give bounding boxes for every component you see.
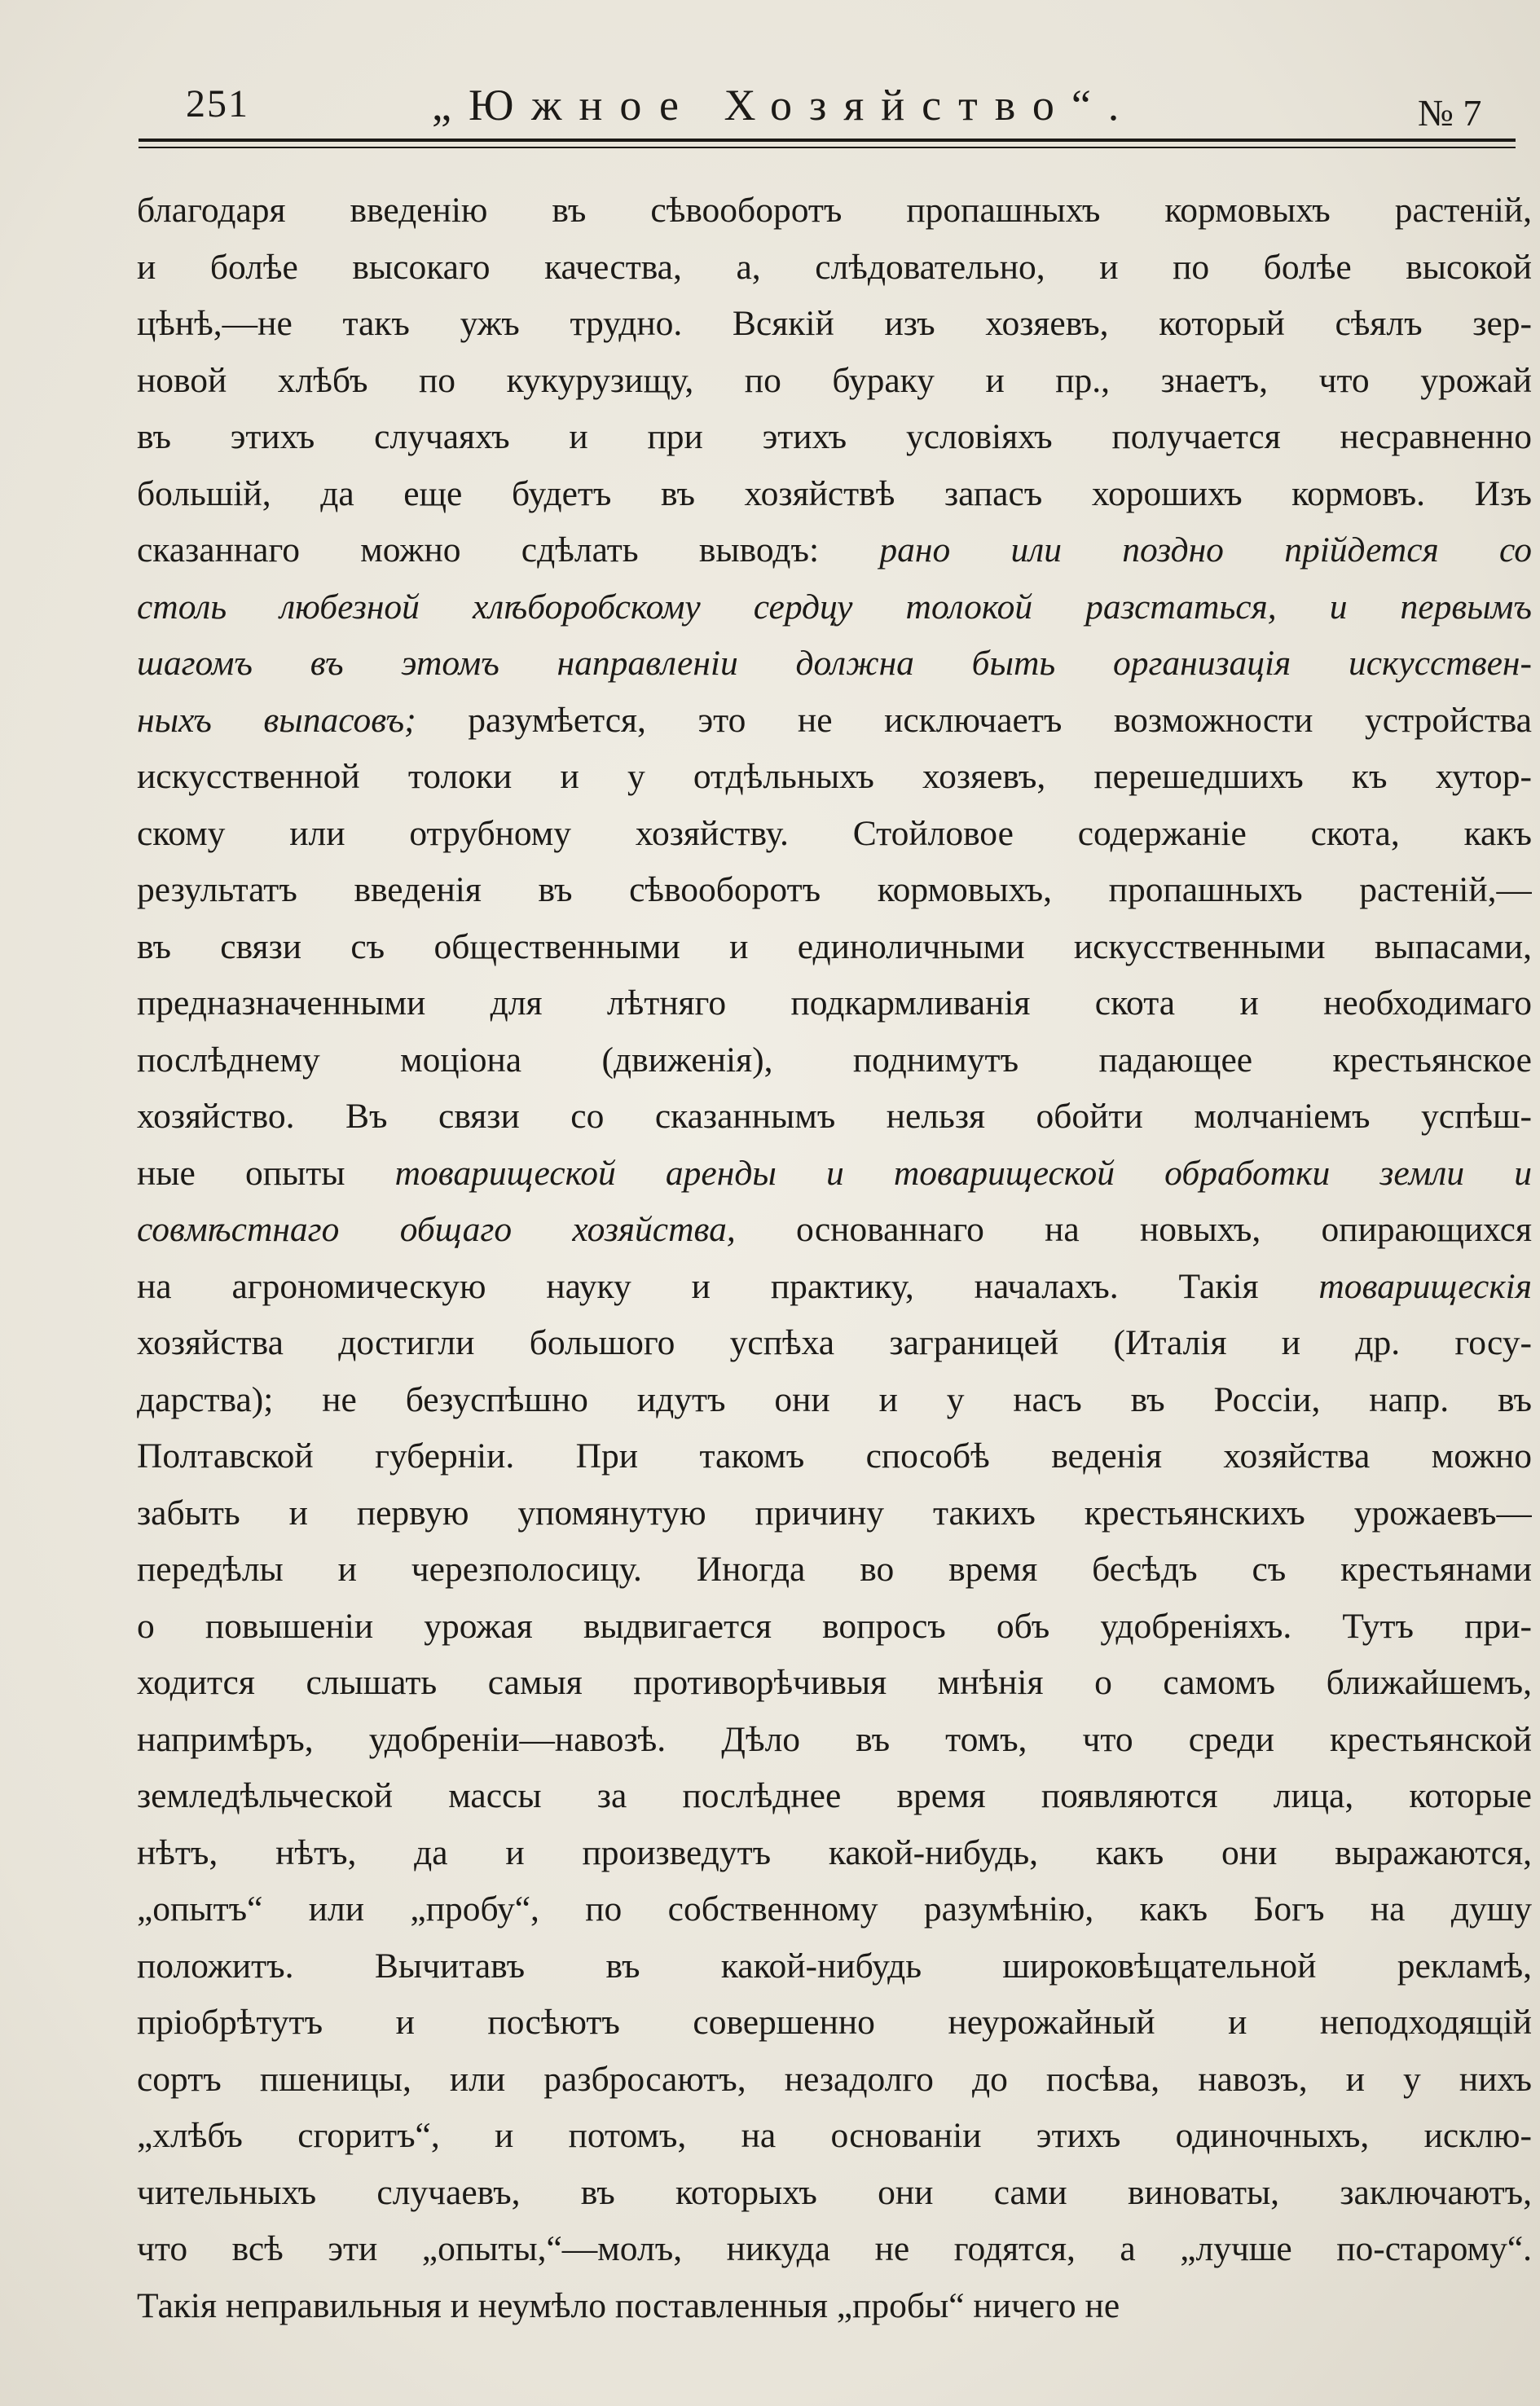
text-segment: передѣлы и черезполосицу. Иногда во время бесѣдъ съ крестьянами bbox=[137, 1550, 1532, 1589]
text-line bbox=[137, 183, 1532, 240]
text-segment: результатъ введенія въ сѣвооборотъ кормовыхъ, пропашныхъ растеній,— bbox=[137, 870, 1532, 909]
text-line bbox=[137, 2221, 1532, 2278]
text-segment: скому или отрубному хозяйству. Стойловое содержаніе скота, какъ bbox=[137, 813, 1532, 853]
article-body bbox=[137, 183, 1532, 2334]
text-line bbox=[137, 919, 1532, 976]
text-line bbox=[137, 1881, 1532, 1938]
header-rule-thick bbox=[139, 139, 1516, 142]
text-line bbox=[137, 1542, 1532, 1599]
text-segment: разумѣется, это не исключаетъ возможности устройства bbox=[416, 700, 1532, 740]
text-segment: ные опыты bbox=[137, 1153, 395, 1193]
text-line bbox=[137, 1825, 1532, 1882]
text-line bbox=[137, 2278, 1532, 2335]
text-line bbox=[137, 1202, 1532, 1259]
text-segment: ходится слышать самыя противорѣчивыя мнѣнія о самомъ ближайшемъ, bbox=[137, 1663, 1532, 1702]
text-line bbox=[137, 466, 1532, 523]
text-line bbox=[137, 1146, 1532, 1203]
header-rule-thin bbox=[139, 147, 1516, 148]
text-line bbox=[137, 975, 1532, 1032]
italic-text-segment: ныхъ выпасовъ; bbox=[137, 700, 416, 740]
italic-text-segment: столь любезной хлѣборобскому сердцу толокой разстаться, и первымъ bbox=[137, 587, 1532, 627]
text-segment: положитъ. Вычитавъ въ какой-нибудь широковѣщательной рекламѣ, bbox=[137, 1946, 1532, 1986]
text-line bbox=[137, 1712, 1532, 1769]
text-line bbox=[137, 1655, 1532, 1712]
italic-text-segment: товарищеской аренды и товарищеской обработки земли и bbox=[394, 1153, 1532, 1193]
text-segment: о повышеніи урожая выдвигается вопросъ объ удобреніяхъ. Тутъ при- bbox=[137, 1606, 1532, 1646]
text-segment: основаннаго на новыхъ, опирающихся bbox=[735, 1210, 1532, 1249]
text-segment: „хлѣбъ сгоритъ“, и потомъ, на основаніи этихъ одиночныхъ, исклю- bbox=[137, 2116, 1532, 2155]
text-line bbox=[137, 353, 1532, 410]
text-segment: въ этихъ случаяхъ и при этихъ условіяхъ получается несравненно bbox=[137, 417, 1532, 456]
text-segment: Полтавской губерніи. При такомъ способѣ веденія хозяйства можно bbox=[137, 1436, 1532, 1476]
text-line bbox=[137, 2165, 1532, 2222]
text-segment: напримѣръ, удобреніи—навозѣ. Дѣло въ томъ, что среди крестьянской bbox=[137, 1719, 1532, 1759]
text-line bbox=[137, 2052, 1532, 2109]
text-segment: хозяйство. Въ связи со сказаннымъ нельзя обойти молчаніемъ успѣш- bbox=[137, 1097, 1532, 1136]
text-line bbox=[137, 2108, 1532, 2165]
text-segment: нѣтъ, нѣтъ, да и произведутъ какой-нибудь, какъ они выражаются, bbox=[137, 1832, 1532, 1872]
issue-number: № 7 bbox=[1418, 92, 1482, 134]
text-line bbox=[137, 296, 1532, 353]
text-line bbox=[137, 749, 1532, 806]
text-segment: благодаря введенію въ сѣвооборотъ пропашныхъ кормовыхъ растеній, bbox=[137, 191, 1532, 230]
text-line bbox=[137, 1372, 1532, 1429]
text-line bbox=[137, 636, 1532, 693]
text-line bbox=[137, 1995, 1532, 2052]
journal-title: „Южное Хозяйство“. bbox=[432, 81, 1137, 130]
text-segment: „опытъ“ или „пробу“, по собственному разумѣнію, какъ Богъ на душу bbox=[137, 1889, 1532, 1929]
text-line bbox=[137, 1032, 1532, 1089]
text-line bbox=[137, 409, 1532, 466]
text-line bbox=[137, 1938, 1532, 1995]
text-line bbox=[137, 240, 1532, 297]
text-segment: земледѣльческой массы за послѣднее время появляются лица, которые bbox=[137, 1776, 1532, 1815]
text-segment: въ связи съ общественными и единоличными искусственными выпасами, bbox=[137, 926, 1532, 966]
text-line bbox=[137, 1315, 1532, 1372]
text-segment: предназначенными для лѣтняго подкармливанія скота и необходимаго bbox=[137, 983, 1532, 1023]
text-line bbox=[137, 1089, 1532, 1146]
italic-text-segment: шагомъ въ этомъ направленіи должна быть организація искусствен- bbox=[137, 644, 1532, 683]
text-segment: послѣднему моціона (движенія), поднимутъ падающее крестьянское bbox=[137, 1040, 1532, 1080]
text-line bbox=[137, 1259, 1532, 1316]
page-number: 251 bbox=[186, 82, 249, 125]
text-segment: Такія неправильныя и неумѣло поставленныя „пробы“ ничего не bbox=[137, 2285, 1120, 2325]
text-segment: цѣнѣ,—не такъ ужъ трудно. Всякій изъ хозяевъ, который сѣялъ зер- bbox=[137, 304, 1532, 343]
running-header bbox=[139, 75, 1516, 148]
text-segment: дарства); не безуспѣшно идутъ они и у насъ въ Россіи, напр. въ bbox=[137, 1379, 1532, 1419]
text-segment: и болѣе высокаго качества, а, слѣдовательно, и по болѣе высокой bbox=[137, 247, 1532, 287]
text-line bbox=[137, 806, 1532, 863]
text-segment: новой хлѣбъ по кукурузищу, по бураку и пр., знаетъ, что урожай bbox=[137, 360, 1532, 400]
text-line bbox=[137, 1599, 1532, 1656]
italic-text-segment: совмѣстнаго общаго хозяйства, bbox=[137, 1210, 736, 1249]
text-segment: большій, да еще будетъ въ хозяйствѣ запасъ хорошихъ кормовъ. Изъ bbox=[137, 473, 1532, 513]
text-line bbox=[137, 1485, 1532, 1542]
text-line bbox=[137, 579, 1532, 636]
italic-text-segment: рано или поздно прійдется со bbox=[879, 530, 1532, 570]
text-segment: чительныхъ случаевъ, въ которыхъ они сами виноваты, заключаютъ, bbox=[137, 2172, 1532, 2212]
text-line bbox=[137, 1428, 1532, 1485]
text-line bbox=[137, 693, 1532, 750]
italic-text-segment: товарищескія bbox=[1318, 1266, 1532, 1306]
text-segment: на агрономическую науку и практику, началахъ. Такія bbox=[137, 1266, 1319, 1306]
text-segment: искусственной толоки и у отдѣльныхъ хозяевъ, перешедшихъ къ хутор- bbox=[137, 757, 1532, 796]
text-line bbox=[137, 522, 1532, 579]
text-segment: пріобрѣтутъ и посѣютъ совершенно неурожайный и неподходящій bbox=[137, 2003, 1532, 2042]
text-segment: хозяйства достигли большого успѣха заграницей (Италія и др. госу- bbox=[137, 1323, 1532, 1362]
text-segment: забыть и первую упомянутую причину такихъ крестьянскихъ урожаевъ— bbox=[137, 1493, 1532, 1533]
text-segment: что всѣ эти „опыты,“—молъ, никуда не годятся, а „лучше по-старому“. bbox=[137, 2229, 1532, 2268]
text-segment: сортъ пшеницы, или разбросаютъ, незадолго до посѣва, навозъ, и у нихъ bbox=[137, 2059, 1532, 2099]
text-line bbox=[137, 1768, 1532, 1825]
text-segment: сказаннаго можно сдѣлать выводъ: bbox=[137, 530, 880, 570]
text-line bbox=[137, 862, 1532, 919]
